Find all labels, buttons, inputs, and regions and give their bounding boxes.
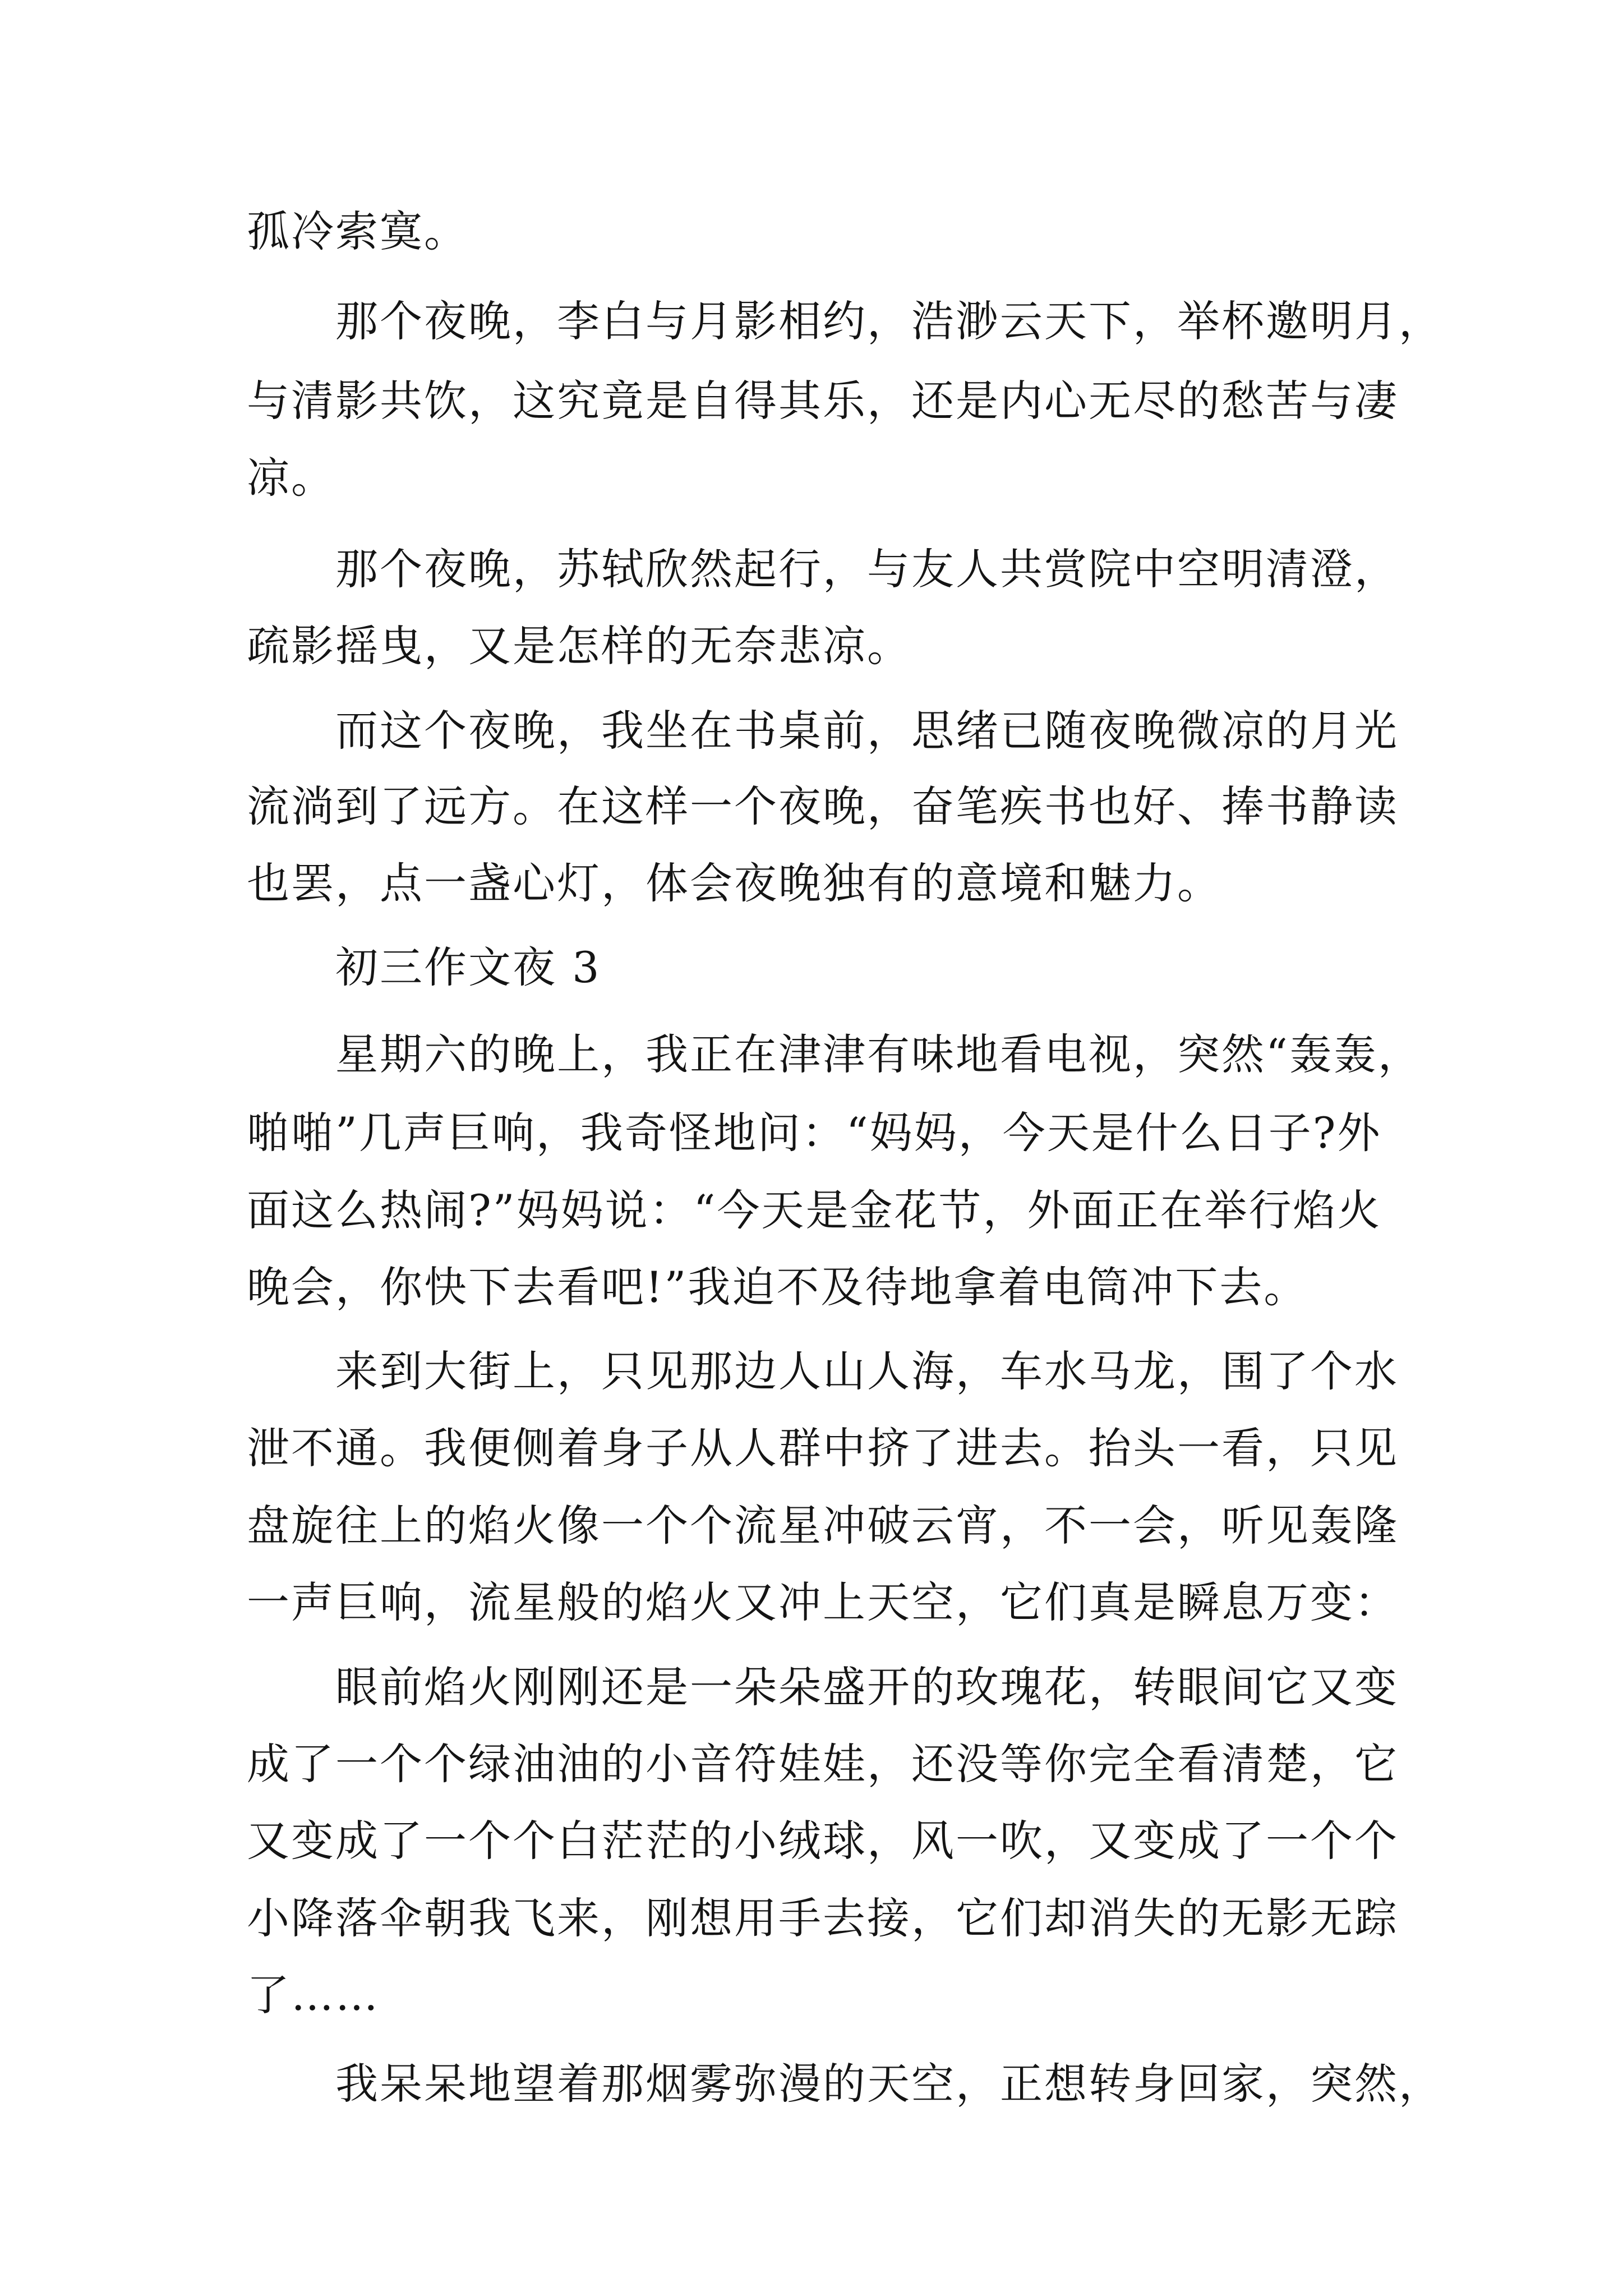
- paragraph-first-line: 那个夜晚，苏轼欣然起行，与友人共赏院中空明清澄，: [335, 544, 1399, 594]
- paragraph-first-line: 眼前焰火刚刚还是一朵朵盛开的玫瑰花，转眼间它又变: [335, 1662, 1399, 1712]
- text-line: 疏影摇曳，又是怎样的无奈悲凉。: [247, 621, 911, 671]
- paragraph-first-line: 来到大街上，只见那边人山人海，车水马龙，围了个水: [335, 1346, 1399, 1396]
- paragraph-first-line: 星期六的晚上，我正在津津有味地看电视，突然“轰轰，: [335, 1029, 1422, 1079]
- text-line: 盘旋往上的焰火像一个个流星冲破云宵，不一会，听见轰隆: [247, 1501, 1399, 1550]
- text-line: 小降落伞朝我飞来，刚想用手去接，它们却消失的无影无踪: [247, 1893, 1399, 1943]
- text-line: 一声巨响，流星般的焰火又冲上天空，它们真是瞬息万变：: [247, 1577, 1399, 1627]
- section-heading: 初三作文夜 3: [335, 942, 601, 992]
- text-line: 啪啪”几声巨响，我奇怪地问：“妈妈，今天是什么日子?外: [247, 1108, 1382, 1158]
- text-line: 与清影共饮，这究竟是自得其乐，还是内心无尽的愁苦与凄: [247, 376, 1399, 426]
- paragraph-first-line: 我呆呆地望着那烟雾弥漫的天空，正想转身回家，突然，: [335, 2059, 1443, 2109]
- text-line: 也罢，点一盏心灯，体会夜晚独有的意境和魅力。: [247, 858, 1221, 908]
- text-line: 凉。: [247, 453, 335, 503]
- text-line: 了……: [247, 1970, 380, 2020]
- paragraph-first-line: 而这个夜晚，我坐在书桌前，思绪已随夜晚微凉的月光: [335, 706, 1399, 756]
- paragraph-first-line: 那个夜晚，李白与月影相约，浩渺云天下，举杯邀明月，: [335, 296, 1443, 346]
- text-line: 晚会，你快下去看吧!”我迫不及待地拿着电筒冲下去。: [247, 1262, 1308, 1312]
- text-line: 孤冷索寞。: [247, 206, 468, 256]
- text-line: 成了一个个绿油油的小音符娃娃，还没等你完全看清楚，它: [247, 1739, 1399, 1789]
- text-line: 泄不通。我便侧着身子从人群中挤了进去。抬头一看，只见: [247, 1423, 1399, 1473]
- text-line: 流淌到了远方。在这样一个夜晚，奋笔疾书也好、捧书静读: [247, 781, 1399, 831]
- text-line: 又变成了一个个白茫茫的小绒球，风一吹，又变成了一个个: [247, 1816, 1399, 1866]
- text-line: 面这么热闹?”妈妈说：“今天是金花节，外面正在举行焰火: [247, 1185, 1382, 1235]
